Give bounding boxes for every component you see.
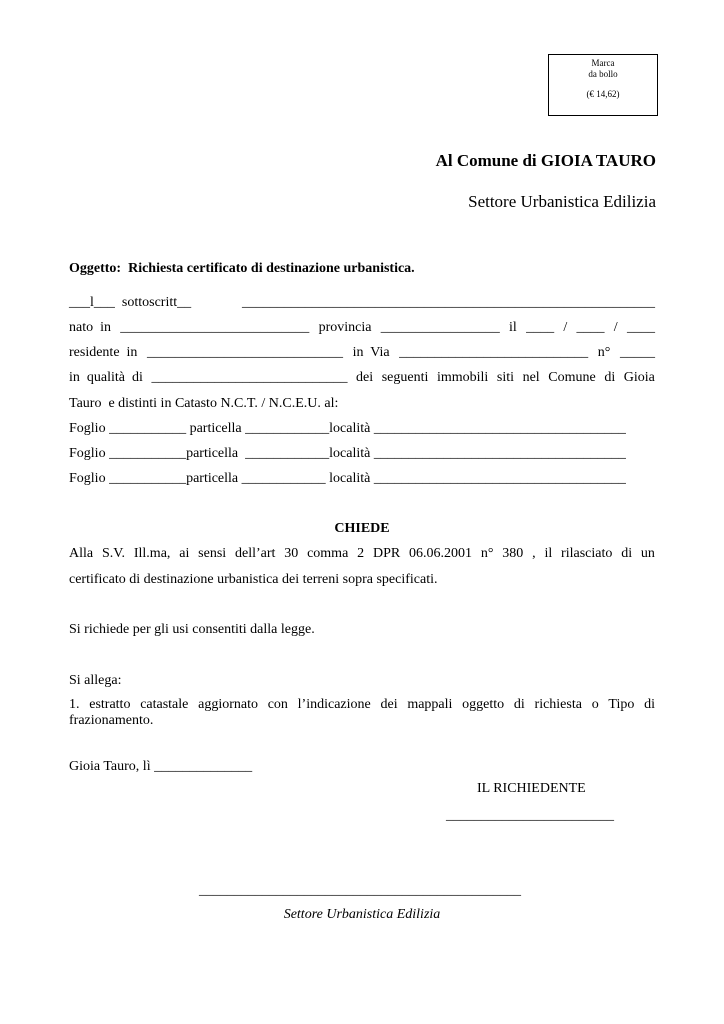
date-separator: / — [613, 320, 618, 335]
capacity-label: in qualità di — [69, 370, 143, 385]
word: nel — [522, 370, 540, 385]
date-month-blank[interactable]: ____ — [576, 320, 605, 335]
undersigned-blank[interactable]: ___________________________________________________________ — [242, 295, 655, 310]
request-line-1 — [69, 547, 655, 561]
form-line-capacity — [69, 371, 655, 385]
word: immobili — [436, 370, 489, 385]
date-day-blank[interactable]: ____ — [526, 320, 555, 335]
request-heading: CHIEDE — [334, 521, 390, 536]
parcel-row-1[interactable]: Foglio ___________ particella ____________località ____________________________________ — [69, 421, 626, 436]
word: dei — [380, 697, 398, 712]
stamp-amount: (€ 14,62) — [586, 89, 620, 99]
stamp-label-bollo: da bollo — [588, 69, 618, 79]
footer-department: Settore Urbanistica Edilizia — [283, 907, 441, 922]
word: l’indicazione — [297, 697, 371, 712]
word: ai — [179, 546, 190, 561]
parcel-row-2[interactable]: Foglio ___________particella ____________località ____________________________________ — [69, 446, 626, 461]
word: un — [640, 546, 655, 561]
signature-label: IL RICHIEDENTE — [477, 781, 586, 796]
word: aggiornato — [198, 697, 258, 712]
word: 380 — [502, 546, 524, 561]
request-line-2: certificato di destinazione urbanistica dei terreni sopra specificati. — [69, 572, 438, 587]
word: 1. — [69, 697, 80, 712]
place-date[interactable]: Gioia Tauro, lì ______________ — [69, 759, 253, 774]
cadastre-intro: Tauro e distinti in Catasto N.C.T. / N.C.E.U. al: — [69, 396, 339, 411]
addressee-department: Settore Urbanistica Edilizia — [468, 192, 656, 211]
parcel-row-3[interactable]: Foglio ___________particella ____________ località ____________________________________ — [69, 471, 626, 486]
birth-place-blank[interactable]: ___________________________ — [120, 320, 310, 335]
form-line-residence — [69, 346, 655, 360]
word: comma — [307, 546, 349, 561]
revenue-stamp-box — [548, 54, 658, 116]
word: Tipo — [608, 697, 635, 712]
word: Comune — [548, 370, 596, 385]
undersigned-label: ___l___ sottoscritt__ — [69, 295, 192, 310]
footer-rule: ______________________________________________ — [199, 883, 521, 898]
attachments-heading: Si allega: — [69, 673, 122, 688]
stamp-label-marca: Marca — [591, 58, 615, 68]
word: richiesta — [534, 697, 582, 712]
word: il — [544, 546, 553, 561]
word: rilasciato — [561, 546, 613, 561]
word: con — [267, 697, 288, 712]
word: o — [591, 697, 599, 712]
date-separator: / — [563, 320, 568, 335]
street-label: in Via — [352, 345, 390, 360]
subject-line: Oggetto: Richiesta certificato di destinazione urbanistica. — [69, 261, 415, 276]
word: seguenti — [381, 370, 429, 385]
word: estratto — [89, 697, 131, 712]
street-blank[interactable]: ___________________________ — [399, 345, 589, 360]
province-blank[interactable]: _________________ — [380, 320, 500, 335]
word: 30 — [284, 546, 299, 561]
word: sensi — [198, 546, 227, 561]
date-year-blank[interactable]: ____ — [626, 320, 655, 335]
word: Gioia — [623, 370, 655, 385]
word: 06.06.2001 — [409, 546, 473, 561]
word: oggetto — [462, 697, 505, 712]
word: di — [644, 697, 655, 712]
word: di — [513, 697, 525, 712]
addressee-municipality: Al Comune di GIOIA TAURO — [435, 151, 656, 170]
word: , — [532, 546, 536, 561]
date-label: il — [509, 320, 517, 335]
word: 2 — [357, 546, 365, 561]
form-line-birth — [69, 321, 655, 335]
birth-label: nato in — [69, 320, 111, 335]
word: Alla — [69, 546, 94, 561]
word: mappali — [407, 697, 453, 712]
word: dell’art — [235, 546, 276, 561]
form-line-undersigned — [69, 296, 655, 310]
capacity-blank[interactable]: ____________________________ — [151, 370, 348, 385]
intended-uses: Si richiede per gli usi consentiti dalla legge. — [69, 622, 315, 637]
word: di — [621, 546, 633, 561]
number-blank[interactable]: _____ — [619, 345, 655, 360]
word: S.V. — [101, 546, 126, 561]
word: siti — [496, 370, 515, 385]
attachment-item-line-2: frazionamento. — [69, 713, 154, 728]
number-label: n° — [597, 345, 611, 360]
word: Ill.ma, — [133, 546, 171, 561]
province-label: provincia — [318, 320, 372, 335]
residence-label: residente in — [69, 345, 138, 360]
signature-line[interactable]: ________________________ — [446, 808, 614, 823]
word: n° — [480, 546, 494, 561]
attachment-item-line-1 — [69, 698, 655, 712]
word: catastale — [140, 697, 189, 712]
residence-blank[interactable]: ____________________________ — [147, 345, 343, 360]
word: di — [604, 370, 616, 385]
word: dei — [356, 370, 374, 385]
word: DPR — [372, 546, 401, 561]
